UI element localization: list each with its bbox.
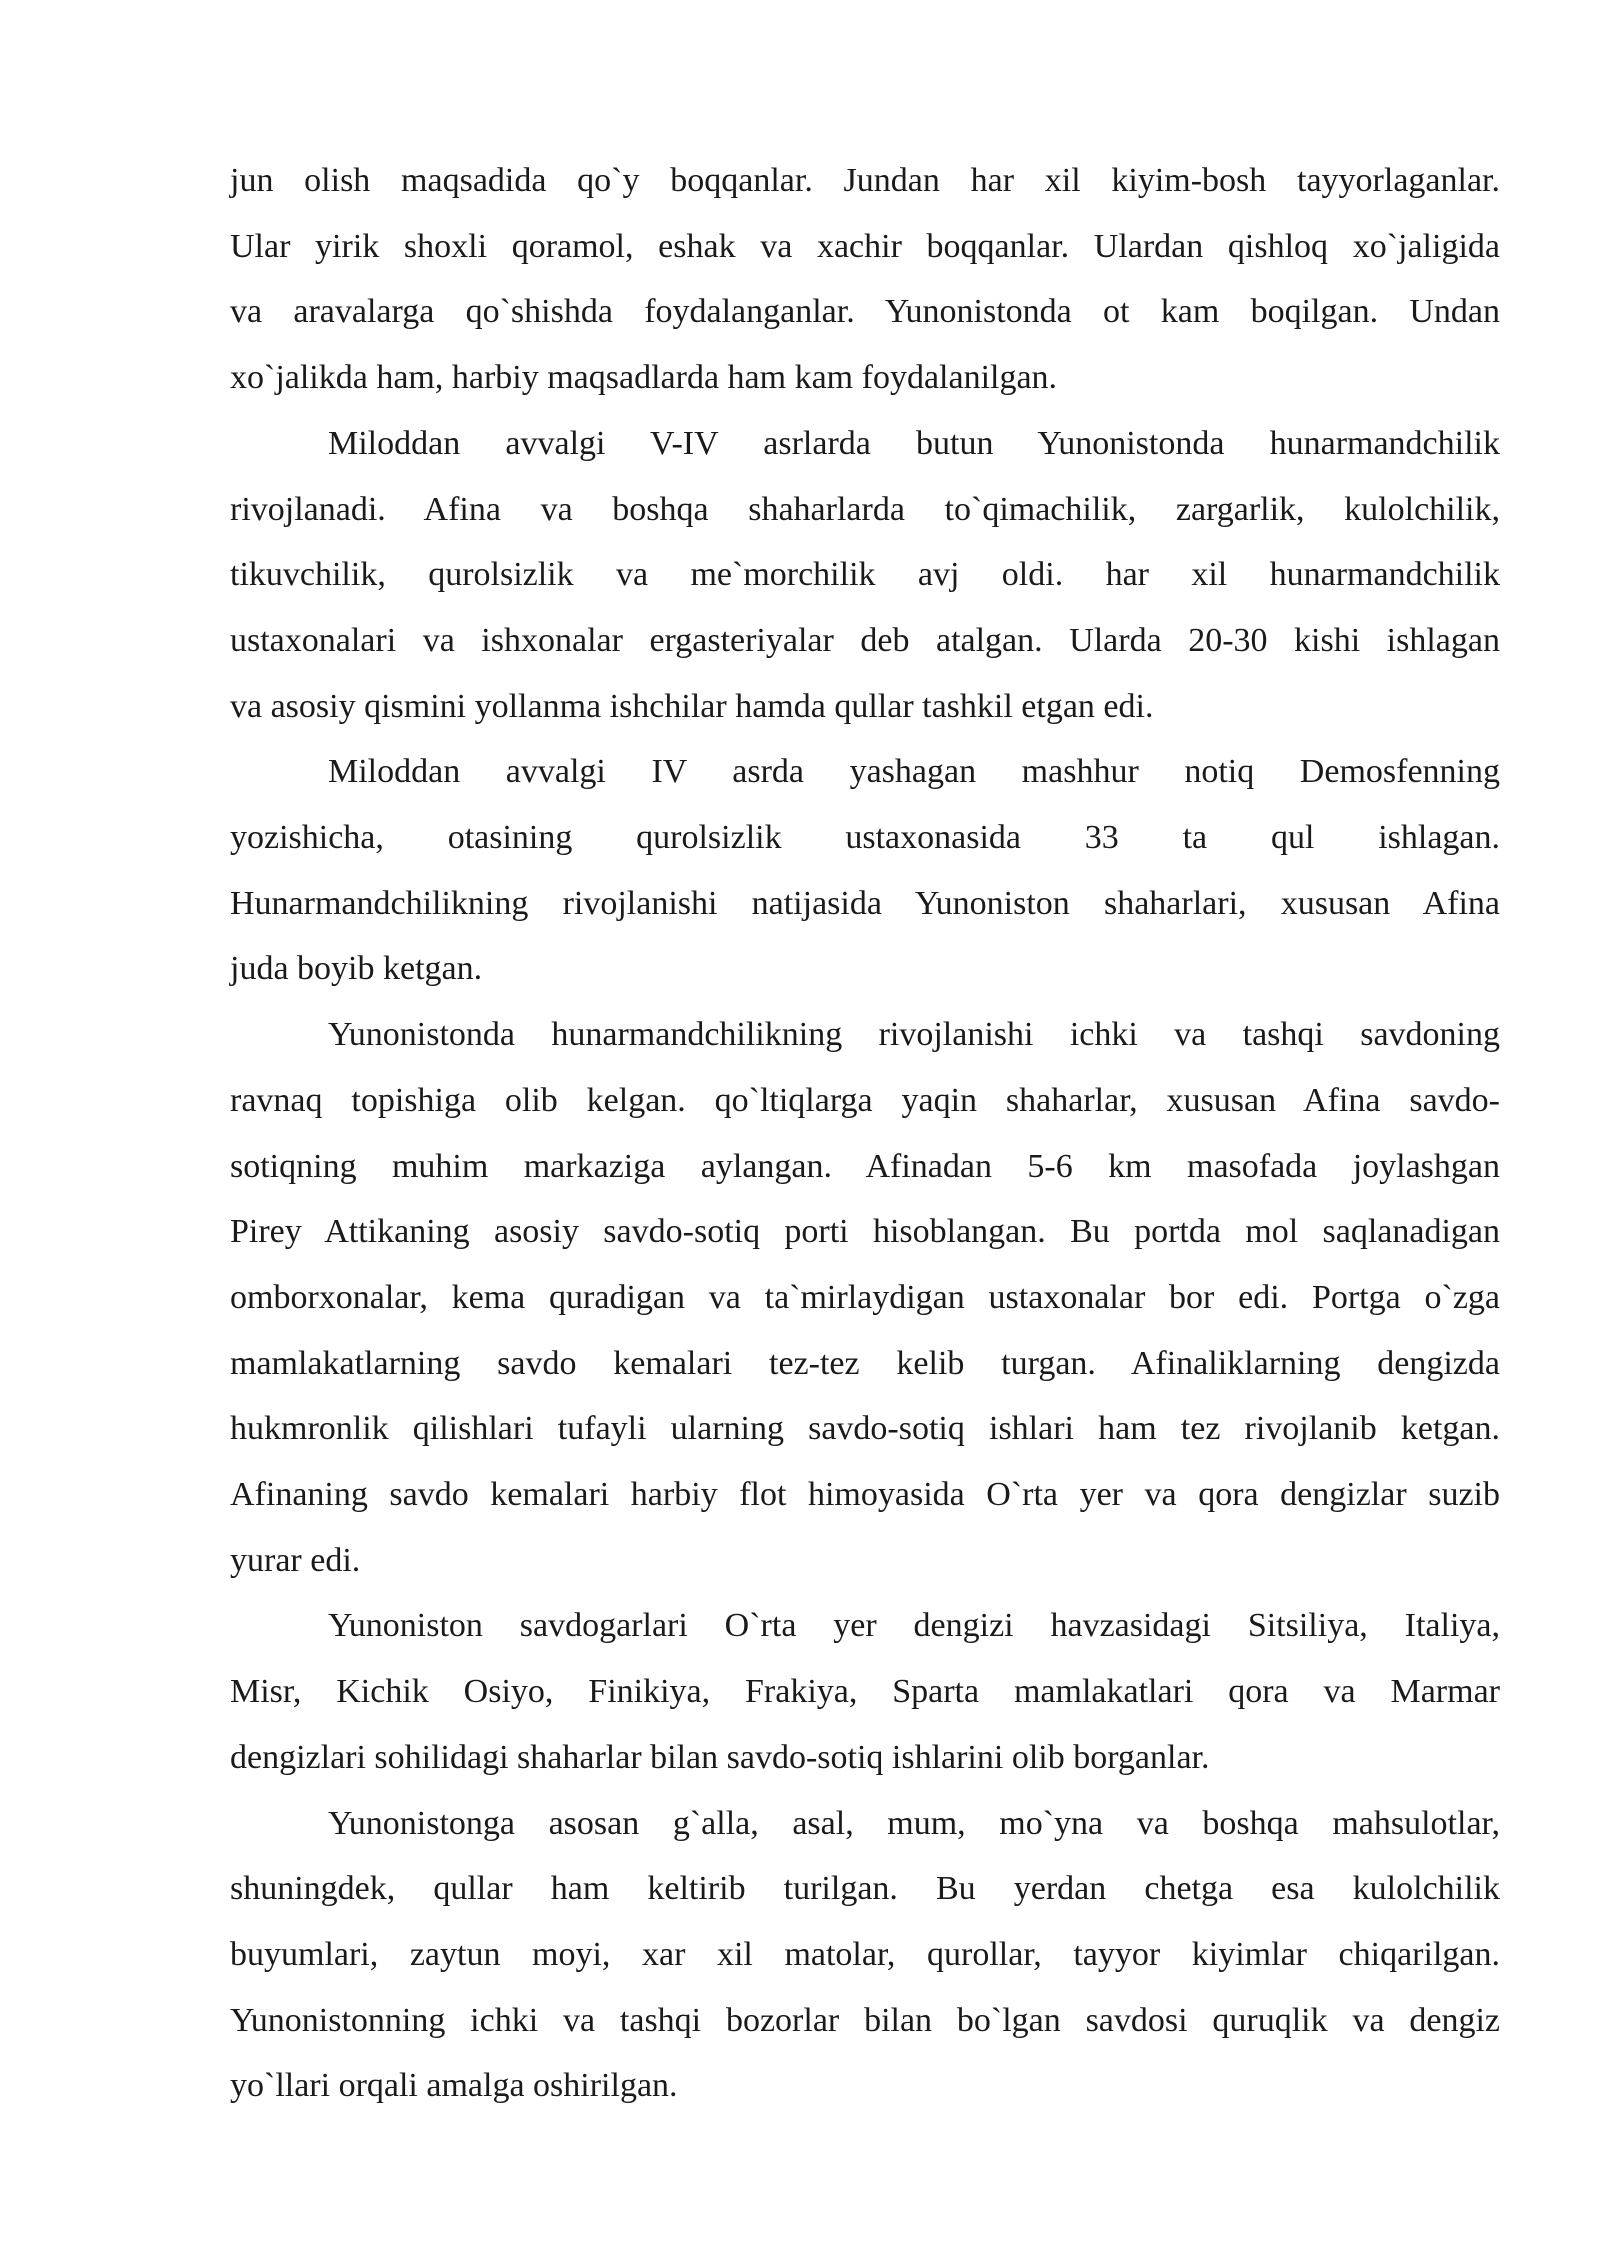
text-line: juda boyib ketgan. <box>230 950 483 988</box>
text-line: Yunoniston savdogarlari O`rta yer dengizi havzasidagi Sitsiliya, Italiya, <box>328 1607 1500 1645</box>
text-line: mamlakatlarning savdo kemalari tez-tez kelib turgan. Afinaliklarning dengizda <box>230 1344 1500 1382</box>
text-line: Ular yirik shoxli qoramol, eshak va xachir boqqanlar. Ulardan qishloq xo`jaligida <box>230 227 1500 265</box>
document-page <box>230 148 1500 2119</box>
text-line: Misr, Kichik Osiyo, Finikiya, Frakiya, Sparta mamlakatlari qora va Marmar <box>230 1673 1500 1711</box>
text-line: tikuvchilik, qurolsizlik va me`morchilik avj oldi. har xil hunarmandchilik <box>230 556 1500 594</box>
text-line: yurar edi. <box>230 1541 361 1579</box>
text-line: xo`jalikda ham, harbiy maqsadlarda ham kam foydalanilgan. <box>230 359 1058 397</box>
paragraph-3 <box>230 739 1500 1002</box>
text-line: sotiqning muhim markaziga aylangan. Afinadan 5-6 km masofada joylashgan <box>230 1147 1500 1185</box>
text-line: shuningdek, qullar ham keltirib turilgan. Bu yerdan chetga esa kulolchilik <box>230 1870 1500 1908</box>
paragraph-2 <box>230 411 1500 740</box>
text-line: va asosiy qismini yollanma ishchilar hamda qullar tashkil etgan edi. <box>230 687 1154 725</box>
text-line: Yunonistonning ichki va tashqi bozorlar bilan bo`lgan savdosi quruqlik va dengiz <box>230 2001 1500 2039</box>
text-line: va aravalarga qo`shishda foydalanganlar. Yunonistonda ot kam boqilgan. Undan <box>230 293 1500 331</box>
text-line: rivojlanadi. Afina va boshqa shaharlarda to`qimachilik, zargarlik, kulolchilik, <box>230 490 1500 528</box>
text-line: dengizlari sohilidagi shaharlar bilan savdo-sotiq ishlarini olib borganlar. <box>230 1738 1210 1776</box>
text-line: jun olish maqsadida qo`y boqqanlar. Jundan har xil kiyim-bosh tayyorlaganlar. <box>230 162 1500 199</box>
text-line: ravnaq topishiga olib kelgan. qo`ltiqlarga yaqin shaharlar, xususan Afina savdo- <box>230 1081 1500 1119</box>
text-line: omborxonalar, kema quradigan va ta`mirlaydigan ustaxonalar bor edi. Portga o`zga <box>230 1278 1500 1316</box>
text-line: Yunonistonga asosan g`alla, asal, mum, mo`yna va boshqa mahsulotlar, <box>328 1804 1500 1842</box>
text-line: buyumlari, zaytun moyi, xar xil matolar, qurollar, tayyor kiyimlar chiqarilgan. <box>230 1935 1500 1973</box>
text-line: yozishicha, otasining qurolsizlik ustaxonasida 33 ta qul ishlagan. <box>230 819 1500 857</box>
text-line: Miloddan avvalgi IV asrda yashagan mashhur notiq Demosfenning <box>328 753 1500 791</box>
text-line: Pirey Attikaning asosiy savdo-sotiq porti hisoblangan. Bu portda mol saqlanadigan <box>230 1213 1500 1251</box>
text-line: hukmronlik qilishlari tufayli ularning savdo-sotiq ishlari ham tez rivojlanib ketgan. <box>230 1410 1500 1448</box>
paragraph-5 <box>230 1593 1500 1790</box>
text-line: Yunonistonda hunarmandchilikning rivojlanishi ichki va tashqi savdoning <box>328 1016 1500 1054</box>
text-line: Afinaning savdo kemalari harbiy flot himoyasida O`rta yer va qora dengizlar suzib <box>230 1476 1500 1514</box>
paragraph-6 <box>230 1791 1500 2120</box>
text-line: Hunarmandchilikning rivojlanishi natijasida Yunoniston shaharlari, xususan Afina <box>230 884 1500 922</box>
paragraph-1 <box>230 148 1500 411</box>
text-line: ustaxonalari va ishxonalar ergasteriyalar deb atalgan. Ularda 20-30 kishi ishlagan <box>230 621 1500 659</box>
text-line: yo`llari orqali amalga oshirilgan. <box>230 2067 678 2105</box>
paragraph-4 <box>230 1002 1500 1593</box>
text-line: Miloddan avvalgi V-IV asrlarda butun Yunonistonda hunarmandchilik <box>328 424 1500 462</box>
